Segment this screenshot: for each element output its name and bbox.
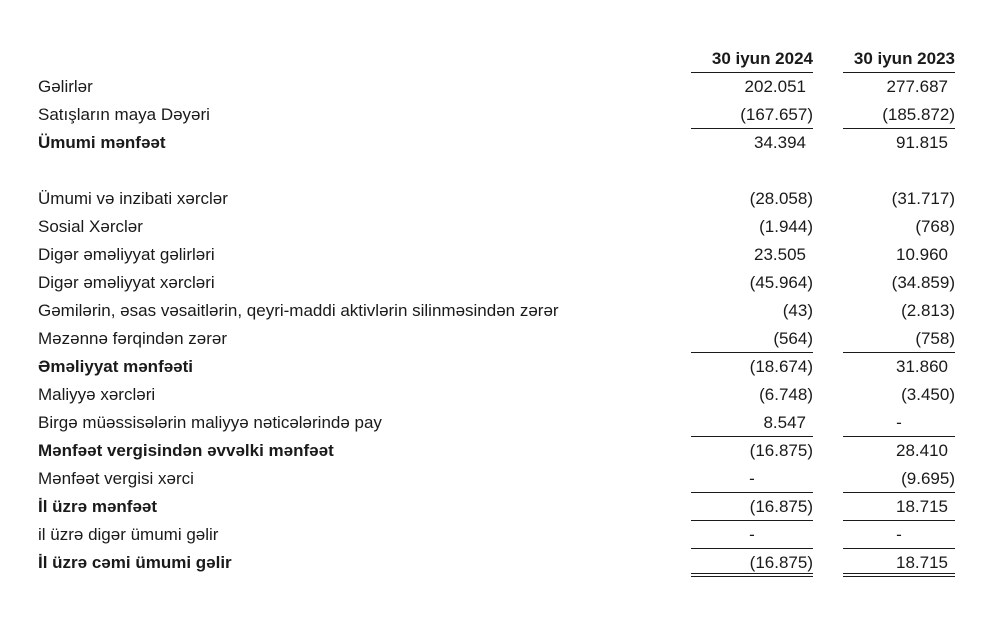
value-2024: (16.875) — [691, 549, 813, 577]
value-2023: (2.813) — [901, 301, 955, 320]
value-2024: 202.051 — [744, 77, 806, 96]
table-row — [38, 73, 955, 101]
row-label: Digər əməliyyat xərcləri — [38, 273, 215, 292]
column-header-2023: 30 iyun 2023 — [843, 45, 955, 73]
row-label: Gəlirlər — [38, 77, 93, 96]
value-2023: (185.872) — [843, 101, 955, 129]
table-row — [38, 325, 955, 353]
value-2024: 8.547 — [691, 409, 813, 437]
table-row — [38, 297, 955, 325]
table-row — [38, 129, 955, 157]
row-label: Maliyyə xərcləri — [38, 385, 156, 404]
value-2023: (758) — [843, 325, 955, 353]
value-2023 — [843, 157, 955, 185]
table-row — [38, 269, 955, 297]
value-2024: (16.875) — [691, 493, 813, 521]
value-2024: (6.748) — [759, 385, 813, 404]
value-2024: 34.394 — [754, 133, 806, 152]
row-label: Mənfəət vergisi xərci — [38, 469, 194, 488]
row-label — [38, 157, 661, 185]
spacer-row — [38, 157, 955, 185]
row-label: Mənfəət vergisindən əvvəlki mənfəət — [38, 441, 334, 460]
value-2024: (16.875) — [749, 441, 813, 460]
value-2023: 18.715 — [843, 549, 955, 577]
value-2023: 10.960 — [896, 245, 948, 264]
table-row — [38, 549, 955, 577]
value-2023: (3.450) — [901, 385, 955, 404]
value-2024: (28.058) — [749, 189, 813, 208]
value-2024: - — [691, 465, 813, 493]
value-2023: 28.410 — [896, 441, 948, 460]
row-label: Əməliyyat mənfəəti — [38, 357, 194, 376]
value-2024 — [691, 157, 813, 185]
row-label: il üzrə digər ümumi gəlir — [38, 525, 219, 544]
row-label: Ümumi mənfəət — [38, 133, 166, 152]
table-header-row — [38, 45, 955, 73]
row-label: Sosial Xərclər — [38, 217, 143, 236]
value-2023: (768) — [915, 217, 955, 236]
table-row — [38, 465, 955, 493]
table-body — [38, 73, 955, 577]
value-2024: - — [691, 521, 813, 549]
row-label: Ümumi və inzibati xərclər — [38, 189, 228, 208]
value-2024: (18.674) — [749, 357, 813, 376]
value-2023: (9.695) — [843, 465, 955, 493]
table-row — [38, 409, 955, 437]
value-2023: 31.860 — [896, 357, 948, 376]
value-2023: - — [843, 409, 955, 437]
row-label: Satışların maya Dəyəri — [38, 105, 210, 124]
value-2024: (45.964) — [749, 273, 813, 292]
table-row — [38, 381, 955, 409]
table-row — [38, 185, 955, 213]
row-label: Birgə müəssisələrin maliyyə nəticələrində pay — [38, 413, 382, 432]
row-label: Gəmilərin, əsas vəsaitlərin, qeyri-maddi aktivlərin silinməsindən zərər — [38, 301, 559, 320]
row-label: Digər əməliyyat gəlirləri — [38, 245, 215, 264]
value-2024: (43) — [782, 301, 813, 320]
row-label: İl üzrə cəmi ümumi gəlir — [38, 553, 232, 572]
table-row — [38, 521, 955, 549]
table-row — [38, 213, 955, 241]
table-row — [38, 101, 955, 129]
row-label: Məzənnə fərqindən zərər — [38, 329, 228, 348]
table-row — [38, 241, 955, 269]
value-2024: (564) — [691, 325, 813, 353]
table-row — [38, 437, 955, 465]
value-2024: (1.944) — [759, 217, 813, 236]
value-2024: 23.505 — [754, 245, 806, 264]
value-2023: - — [843, 521, 955, 549]
value-2023: 91.815 — [896, 133, 948, 152]
value-2023: (34.859) — [891, 273, 955, 292]
value-2023: 277.687 — [886, 77, 948, 96]
value-2023: (31.717) — [891, 189, 955, 208]
table-row — [38, 493, 955, 521]
row-label: İl üzrə mənfəət — [38, 497, 158, 516]
value-2024: (167.657) — [691, 101, 813, 129]
income-statement — [38, 45, 955, 577]
value-2023: 18.715 — [843, 493, 955, 521]
column-header-2024: 30 iyun 2024 — [691, 45, 813, 73]
header-label-spacer — [38, 45, 661, 73]
table-row — [38, 353, 955, 381]
